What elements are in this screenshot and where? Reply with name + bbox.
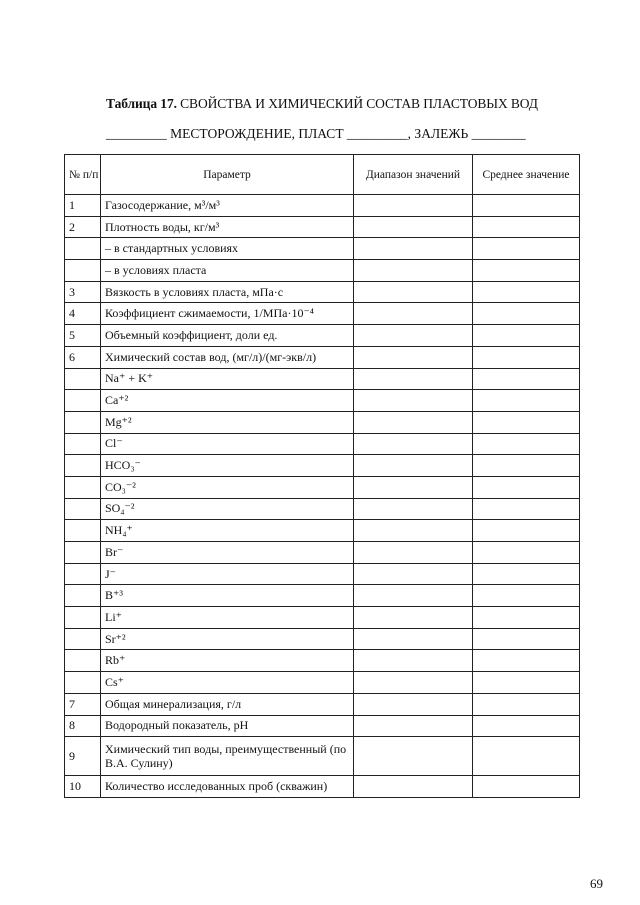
page-number: 69: [590, 876, 603, 891]
row-number: 1: [65, 195, 101, 217]
row-parameter: NH₄⁺: [101, 520, 354, 542]
average-value-cell[interactable]: [473, 737, 580, 776]
row-number: 5: [65, 325, 101, 347]
header-avg: Среднее значение: [473, 155, 580, 195]
row-number: 9: [65, 737, 101, 776]
row-parameter: – в стандартных условиях: [101, 238, 354, 260]
range-value-cell[interactable]: [354, 303, 473, 325]
row-number: [65, 520, 101, 542]
table-row: [65, 216, 580, 238]
row-parameter: CO₃⁻²: [101, 476, 354, 498]
row-parameter: Cs⁺: [101, 672, 354, 694]
average-value-cell[interactable]: [473, 411, 580, 433]
range-value-cell[interactable]: [354, 390, 473, 412]
range-value-cell[interactable]: [354, 650, 473, 672]
row-number: [65, 238, 101, 260]
range-value-cell[interactable]: [354, 260, 473, 282]
table-title: [106, 96, 546, 112]
average-value-cell[interactable]: [473, 433, 580, 455]
row-parameter: Na⁺ + K⁺: [101, 368, 354, 390]
table-row: [65, 628, 580, 650]
average-value-cell[interactable]: [473, 542, 580, 564]
table-row: [65, 542, 580, 564]
row-number: 8: [65, 715, 101, 737]
average-value-cell[interactable]: [473, 563, 580, 585]
row-parameter: Объемный коэффициент, доли ед.: [101, 325, 354, 347]
average-value-cell[interactable]: [473, 368, 580, 390]
range-value-cell[interactable]: [354, 368, 473, 390]
row-number: 4: [65, 303, 101, 325]
table-row: [65, 260, 580, 282]
row-number: [65, 455, 101, 477]
average-value-cell[interactable]: [473, 303, 580, 325]
row-number: [65, 542, 101, 564]
range-value-cell[interactable]: [354, 455, 473, 477]
row-parameter: Cl⁻: [101, 433, 354, 455]
average-value-cell[interactable]: [473, 715, 580, 737]
table-title-text: СВОЙСТВА И ХИМИЧЕСКИЙ СОСТАВ ПЛАСТОВЫХ ВОД: [180, 96, 538, 111]
range-value-cell[interactable]: [354, 498, 473, 520]
table-row: [65, 303, 580, 325]
average-value-cell[interactable]: [473, 650, 580, 672]
row-number: [65, 607, 101, 629]
range-value-cell[interactable]: [354, 672, 473, 694]
table-row: [65, 650, 580, 672]
range-value-cell[interactable]: [354, 607, 473, 629]
table-row: [65, 607, 580, 629]
table-label: Таблица 17.: [106, 96, 177, 111]
range-value-cell[interactable]: [354, 628, 473, 650]
average-value-cell[interactable]: [473, 346, 580, 368]
row-parameter: Газосодержание, м³/м³: [101, 195, 354, 217]
table-row: [65, 520, 580, 542]
range-value-cell[interactable]: [354, 411, 473, 433]
row-parameter: SO₄⁻²: [101, 498, 354, 520]
range-value-cell[interactable]: [354, 238, 473, 260]
range-value-cell[interactable]: [354, 216, 473, 238]
table-row: [65, 715, 580, 737]
table-row: [65, 281, 580, 303]
range-value-cell[interactable]: [354, 585, 473, 607]
row-parameter: HCO₃⁻: [101, 455, 354, 477]
average-value-cell[interactable]: [473, 585, 580, 607]
row-number: [65, 368, 101, 390]
average-value-cell[interactable]: [473, 776, 580, 798]
table-row: [65, 476, 580, 498]
row-parameter: Плотность воды, кг/м³: [101, 216, 354, 238]
row-parameter: Br⁻: [101, 542, 354, 564]
range-value-cell[interactable]: [354, 476, 473, 498]
range-value-cell[interactable]: [354, 563, 473, 585]
table-row: [65, 498, 580, 520]
average-value-cell[interactable]: [473, 238, 580, 260]
row-number: [65, 476, 101, 498]
row-number: [65, 390, 101, 412]
row-parameter: Коэффициент сжимаемости, 1/МПа·10⁻⁴: [101, 303, 354, 325]
row-number: 2: [65, 216, 101, 238]
range-value-cell[interactable]: [354, 325, 473, 347]
row-number: [65, 628, 101, 650]
range-value-cell[interactable]: [354, 433, 473, 455]
row-number: [65, 260, 101, 282]
table-row: [65, 346, 580, 368]
header-range: Диапазон значений: [354, 155, 473, 195]
table-row: [65, 411, 580, 433]
average-value-cell[interactable]: [473, 195, 580, 217]
average-value-cell[interactable]: [473, 325, 580, 347]
row-number: [65, 498, 101, 520]
row-parameter: Ca⁺²: [101, 390, 354, 412]
range-value-cell[interactable]: [354, 715, 473, 737]
row-parameter: Sr⁺²: [101, 628, 354, 650]
row-parameter: Li⁺: [101, 607, 354, 629]
row-number: 6: [65, 346, 101, 368]
average-value-cell[interactable]: [473, 476, 580, 498]
average-value-cell[interactable]: [473, 260, 580, 282]
row-parameter: Вязкость в условиях пласта, мПа·с: [101, 281, 354, 303]
average-value-cell[interactable]: [473, 672, 580, 694]
range-value-cell[interactable]: [354, 520, 473, 542]
row-parameter: Водородный показатель, pH: [101, 715, 354, 737]
average-value-cell[interactable]: [473, 520, 580, 542]
table-row: [65, 368, 580, 390]
header-param: Параметр: [101, 155, 354, 195]
row-number: [65, 672, 101, 694]
row-parameter: Количество исследованных проб (скважин): [101, 776, 354, 798]
average-value-cell[interactable]: [473, 607, 580, 629]
row-parameter: Rb⁺: [101, 650, 354, 672]
table-row: [65, 563, 580, 585]
row-number: 3: [65, 281, 101, 303]
row-number: [65, 563, 101, 585]
range-value-cell[interactable]: [354, 195, 473, 217]
table-row: [65, 737, 580, 776]
table-row: [65, 455, 580, 477]
table-row: [65, 672, 580, 694]
row-parameter: Химический состав вод, (мг/л)/(мг-экв/л): [101, 346, 354, 368]
table-row: [65, 585, 580, 607]
table-row: [65, 693, 580, 715]
row-number: [65, 411, 101, 433]
table-row: [65, 776, 580, 798]
average-value-cell[interactable]: [473, 693, 580, 715]
average-value-cell[interactable]: [473, 390, 580, 412]
average-value-cell[interactable]: [473, 455, 580, 477]
table-row: [65, 325, 580, 347]
table-row: [65, 433, 580, 455]
row-number: [65, 433, 101, 455]
header-num: № п/п: [65, 155, 101, 195]
average-value-cell[interactable]: [473, 216, 580, 238]
range-value-cell[interactable]: [354, 281, 473, 303]
row-parameter: B⁺³: [101, 585, 354, 607]
table-subtitle: _________ МЕСТОРОЖДЕНИЕ, ПЛАСТ _________, ЗАЛЕЖЬ ________: [106, 126, 526, 141]
water-properties-table: [64, 154, 580, 798]
range-value-cell[interactable]: [354, 346, 473, 368]
average-value-cell[interactable]: [473, 628, 580, 650]
table-header-row: [65, 155, 580, 195]
row-number: [65, 585, 101, 607]
table-row: [65, 238, 580, 260]
table-row: [65, 195, 580, 217]
table-row: [65, 390, 580, 412]
range-value-cell[interactable]: [354, 693, 473, 715]
row-number: 10: [65, 776, 101, 798]
row-parameter: Mg⁺²: [101, 411, 354, 433]
row-parameter: Химический тип воды, преимущественный (по В.А. Сулину): [101, 737, 354, 776]
range-value-cell[interactable]: [354, 776, 473, 798]
row-parameter: – в условиях пласта: [101, 260, 354, 282]
row-number: [65, 650, 101, 672]
row-parameter: J⁻: [101, 563, 354, 585]
average-value-cell[interactable]: [473, 281, 580, 303]
row-number: 7: [65, 693, 101, 715]
range-value-cell[interactable]: [354, 737, 473, 776]
average-value-cell[interactable]: [473, 498, 580, 520]
row-parameter: Общая минерализация, г/л: [101, 693, 354, 715]
range-value-cell[interactable]: [354, 542, 473, 564]
